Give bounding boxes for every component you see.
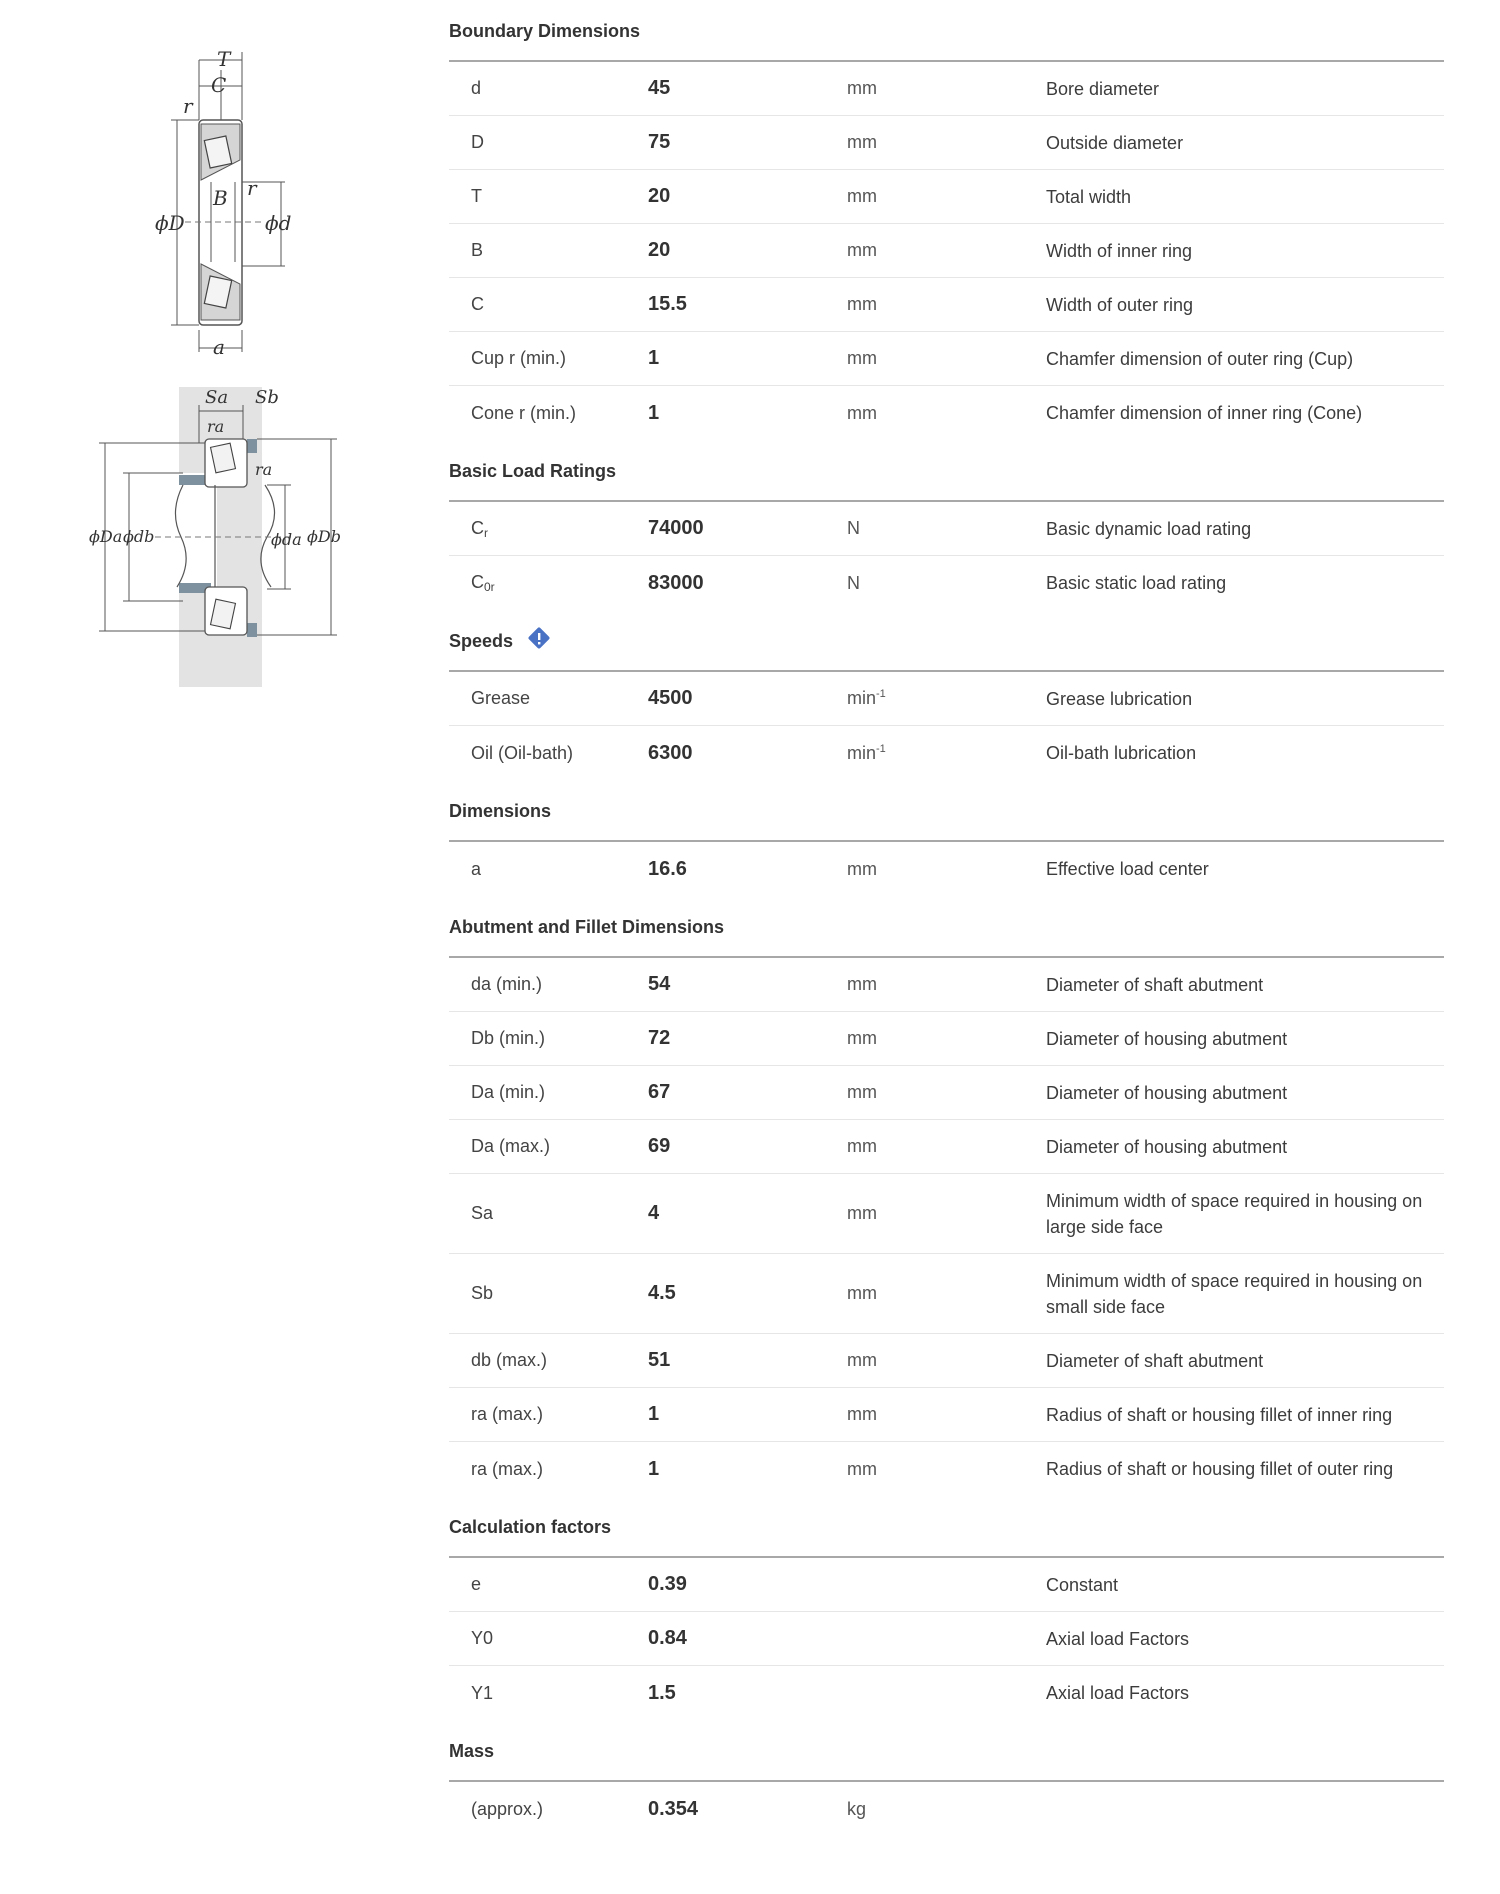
symbol: da (min.) [471,974,543,994]
table-row [449,170,1444,224]
symbol [449,572,648,594]
table-row [449,726,1444,780]
unit: mm [847,186,877,206]
value: 74000 [648,517,704,539]
symbol: Sa [471,1203,494,1223]
description: Radius of shaft or housing fillet of outer ring [1046,1459,1394,1479]
symbol: (approx.) [471,1798,544,1819]
symbol: Da (max.) [471,1136,551,1156]
symbol: B [471,240,484,260]
unit: mm [847,78,877,98]
table-row [449,1558,1444,1612]
section-mass [449,1720,1444,1836]
table-row [449,278,1444,332]
unit-superscript: -1 [876,742,886,755]
value: 0.354 [648,1797,699,1820]
unit-main: min [847,688,877,708]
table-row [449,224,1444,278]
symbol: Da (min.) [471,1082,546,1102]
unit: mm [847,348,877,368]
value: 69 [648,1135,671,1157]
description: Total width [1046,186,1132,207]
description: Minimum width of space required in housing on small side face [1046,1270,1423,1317]
table-row [449,62,1444,116]
unit: kg [847,1798,867,1819]
symbol: db (max.) [471,1350,548,1370]
section-title: Abutment and Fillet Dimensions [449,896,1444,958]
description: Width of inner ring [1046,240,1193,261]
value: 20 [648,239,671,261]
label-r-top: r [183,94,193,118]
value: 16.6 [648,857,687,880]
section-title: Boundary Dimensions [449,0,1444,62]
unit [847,688,1046,709]
section-boundary-dimensions [449,0,1444,440]
description: Axial load Factors [1046,1628,1190,1649]
table-row [449,1666,1444,1720]
table-row [449,116,1444,170]
symbol: Oil (Oil-bath) [471,742,574,763]
value: 1 [648,401,660,424]
symbol: Cup r (min.) [471,348,567,368]
table-row [449,1782,1444,1836]
section-title: Basic Load Ratings [449,440,1444,502]
section-calculation-factors [449,1496,1444,1720]
description: Effective load center [1046,859,1209,879]
value: 20 [648,185,671,207]
description: Chamfer dimension of inner ring (Cone) [1046,403,1363,423]
value: 1 [648,347,660,369]
symbol-main: C [471,517,484,538]
label-phi-Db: ϕDb [307,527,341,546]
label-Sa: Sa [205,387,229,408]
spec-tables [449,0,1444,1836]
description: Bore diameter [1046,78,1160,99]
value: 51 [648,1349,671,1371]
unit: mm [847,858,877,879]
description: Diameter of housing abutment [1046,1028,1288,1049]
table-row [449,1334,1444,1388]
section-title: Calculation factors [449,1496,1444,1558]
value: 6300 [648,741,693,764]
value: 0.84 [648,1627,687,1649]
description: Minimum width of space required in housing on large side face [1046,1190,1423,1237]
value: 1 [648,1457,660,1480]
symbol-subscript: r [484,525,488,540]
value: 15.5 [648,293,687,315]
symbol-main: C [471,572,484,592]
unit: mm [847,1458,877,1479]
section-title: Mass [449,1720,1444,1782]
description: Diameter of housing abutment [1046,1082,1288,1103]
unit: mm [847,1350,877,1370]
description: Diameter of housing abutment [1046,1136,1288,1157]
section-speeds [449,610,1444,780]
unit: mm [847,132,877,152]
label-B: B [213,186,228,210]
table-row [449,1174,1444,1254]
unit [847,743,1046,764]
value: 4 [648,1202,660,1224]
value: 0.39 [648,1573,687,1595]
unit: mm [847,974,877,994]
label-Sb: Sb [255,387,279,408]
table-row [449,1442,1444,1496]
table-row [449,502,1444,556]
value: 1 [648,1403,660,1425]
info-icon[interactable] [526,614,552,676]
section-dimensions [449,780,1444,896]
symbol: Cone r (min.) [471,402,577,423]
unit-main: min [847,742,877,763]
description: Chamfer dimension of outer ring (Cup) [1046,348,1354,369]
label-ra-top: ra [207,417,225,436]
unit-superscript: -1 [876,688,886,700]
unit: mm [847,1028,877,1048]
unit: N [847,572,860,593]
bearing-section-diagram [95,40,375,370]
table-row [449,556,1444,610]
unit: mm [847,240,877,260]
label-T: T [217,47,231,71]
label-r-side: r [247,176,257,200]
label-phi-Da: ϕDa [89,527,123,546]
unit: mm [847,1203,877,1223]
symbol: Y1 [471,1682,494,1703]
symbol: d [471,78,482,98]
value: 72 [648,1027,671,1049]
symbol: Sb [471,1283,494,1303]
table-row [449,386,1444,440]
label-phi-da: ϕda [271,530,302,549]
description: Diameter of shaft abutment [1046,1350,1264,1371]
section-title-text: Speeds [449,631,514,651]
value: 83000 [648,571,704,594]
table-row [449,1388,1444,1442]
table-row [449,1254,1444,1334]
label-phi-d: ϕd [265,211,292,235]
description: Outside diameter [1046,132,1184,153]
description: Axial load Factors [1046,1683,1190,1703]
unit: N [847,518,860,538]
symbol-subscript: 0r [484,580,495,594]
label-phi-db: ϕdb [123,527,155,546]
symbol: Grease [471,688,531,708]
table-row [449,1612,1444,1666]
table-row [449,1066,1444,1120]
section-title [449,610,1444,672]
label-a: a [213,335,225,359]
description: Grease lubrication [1046,688,1193,709]
unit: mm [847,294,877,314]
label-C: C [211,73,227,97]
value: 75 [648,131,671,153]
table-row [449,1120,1444,1174]
table-row [449,958,1444,1012]
unit: mm [847,1136,877,1156]
section-basic-load-ratings [449,440,1444,610]
symbol [449,518,648,540]
description: Diameter of shaft abutment [1046,974,1264,995]
table-row [449,672,1444,726]
symbol: e [471,1574,482,1594]
unit: mm [847,1082,877,1102]
value: 4500 [648,687,693,709]
value: 1.5 [648,1681,676,1704]
description: Width of outer ring [1046,294,1194,315]
description: Constant [1046,1574,1119,1595]
value: 67 [648,1081,671,1103]
table-row [449,842,1444,896]
symbol: a [471,858,482,879]
table-row [449,1012,1444,1066]
value: 54 [648,973,671,995]
abutment-diagram [89,387,375,707]
description [1046,1803,1444,1815]
symbol: ra (max.) [471,1458,543,1479]
table-row [449,332,1444,386]
symbol: Y0 [471,1628,494,1648]
unit: mm [847,402,877,423]
label-phi-D: ϕD [155,211,185,235]
symbol: ra (max.) [471,1404,543,1424]
description: Basic dynamic load rating [1046,518,1252,539]
value: 45 [648,77,671,99]
label-ra-side: ra [255,460,273,479]
symbol: D [471,132,484,152]
symbol: Db (min.) [471,1028,546,1048]
symbol: C [471,294,484,314]
description: Basic static load rating [1046,573,1227,593]
unit: mm [847,1404,877,1424]
description: Radius of shaft or housing fillet of inner ring [1046,1404,1393,1425]
symbol: T [471,186,482,206]
section-abutment-fillet-dimensions [449,896,1444,1496]
section-title: Dimensions [449,780,1444,842]
description: Oil-bath lubrication [1046,743,1197,763]
value: 4.5 [648,1282,676,1304]
unit: mm [847,1283,877,1303]
